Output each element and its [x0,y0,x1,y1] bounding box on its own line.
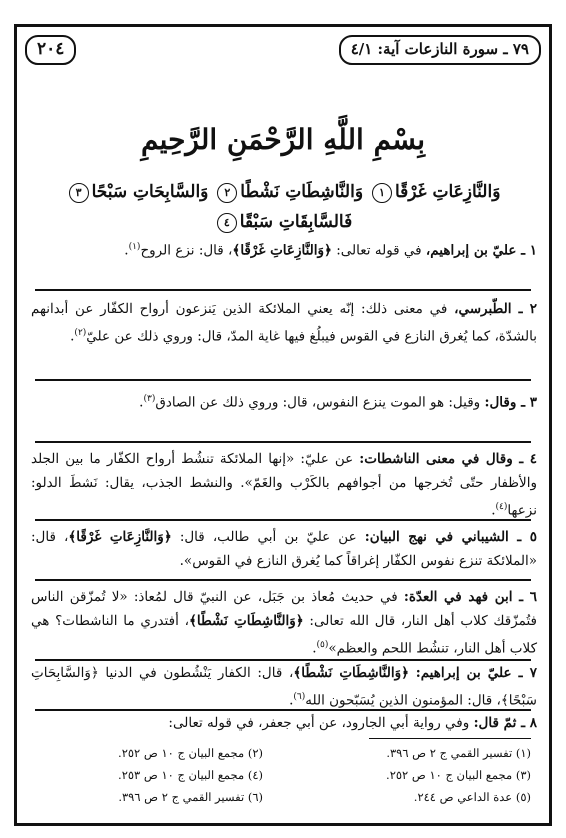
footnote-number: (٤) [247,768,263,782]
verse-text: فَالسَّابِقَاتِ سَبْقًا [239,212,353,232]
entry-lead: ٦ ـ ابن فهد في العدّة: [403,589,537,605]
footnote [303,765,531,785]
quran-verses [33,177,533,237]
footnote-number: (٦) [247,790,263,804]
entry-body: عن عليّ بن أبي طالب، قال: [171,529,365,545]
verse-number-mark: ٣ [69,183,89,203]
footnote [35,787,263,807]
entry-lead: ١ ـ عليّ بن إبراهيم، [425,242,537,259]
entry-lead: ٣ ـ وقال: [484,394,537,411]
section-divider [35,519,531,521]
verse-number-mark: ٤ [217,213,237,233]
footnote-text: عدة الداعي ص ٢٤٤. [413,790,513,804]
footnote [303,787,531,807]
entry-lead: ٥ ـ الشيباني في نهج البيان: [364,529,538,545]
entry-body: وفي رواية أبي الجارود، عن أبي جعفر، في قوله تعالى: [168,715,474,731]
entry-after: . [139,394,144,411]
hadith-entry [31,585,537,661]
entry-after: . [491,502,496,519]
entry-quote: ﴿وَالنَّاشِطَاتِ نَشْطًا﴾ [293,665,410,681]
footnote-text: تفسير القمي ج ٢ ص ٣٩٦. [118,790,245,804]
hadith-entry [31,297,537,349]
entry-quote: ﴿وَالنَّاشِطَاتِ نَشْطًا﴾ [188,613,304,629]
entry-lead: ٢ ـ الطّبرسي، [454,301,537,317]
verse-text: وَالسَّابِحَاتِ سَبْحًا [91,182,209,202]
footnote-text: مجمع البيان ج ١٠ ص ٢٥٢. [118,746,245,760]
hadith-entry [31,387,537,415]
entry-body [409,665,416,681]
entry-quote: ﴿وَالنَّازِعَاتِ غَرْقًا﴾ [68,529,172,545]
entry-after: . [312,640,317,657]
entry-after: . [289,692,294,709]
section-divider [35,379,531,381]
entry-tail: ، قال: «الملائكة تنزع نفوس الكفّار إغراقاً كما يُغرق النازع في القوس». [31,529,537,569]
verse-number-mark: ٢ [217,183,237,203]
entry-tail: ، قال: نزع الروح [140,242,233,259]
entry-lead: ٧ ـ عليّ بن إبراهيم: [415,665,537,681]
entry-lead: ٤ ـ وقال في معنى الناشطات: [359,451,537,467]
footnote-ref: (٣) [143,394,156,404]
section-divider [35,289,531,291]
hadith-entry [31,525,537,573]
section-divider [35,441,531,443]
footnote-ref: (٦) [293,692,306,702]
footnote-ref: (٥) [316,640,329,650]
verse-text: وَالنَّازِعَاتِ غَرْقًا [394,182,501,202]
footnote-ref: (١) [128,242,141,252]
footnote-ref: (٤) [495,502,508,512]
hadith-entry [31,711,537,735]
footnote [35,743,263,763]
entry-after: . [124,242,129,259]
footnote-text: تفسير القمي ج ٢ ص ٣٩٦. [386,746,513,760]
footnote-text: مجمع البيان ج ١٠ ص ٢٥٣. [118,768,245,782]
entry-body: في قوله تعالى: [331,242,426,259]
entry-tail: ، قال: الكفار يَنْشُطون في الدنيا ﴿وَالسَّابِحَاتِ سَبْحًا﴾، قال: المؤمنون الذين يُسَبّحون الله [31,665,537,709]
footnote-number: (١) [515,746,531,760]
book-page [14,24,552,826]
entry-quote: ﴿وَالنَّازِعَاتِ غَرْقًا﴾ [232,242,332,259]
footnote-number: (٣) [515,768,531,782]
section-divider [35,579,531,581]
footnotes [35,743,531,807]
footnote-text: مجمع البيان ج ١٠ ص ٢٥٢. [386,768,513,782]
entry-lead: ٨ ـ ثمّ قال: [473,715,537,731]
footnote-number: (٥) [515,790,531,804]
footnote-number: (٢) [247,746,263,760]
footnote [303,743,531,763]
entry-body: في حديث مُعاذ بن جَبَل، عن النبيّ قال لمُعاذ: «لا تُمزّقن الناس فتُمزّقك كلاب أهل النار، قال الله تعالى: [31,589,537,629]
verse-text: وَالنَّاشِطَاتِ نَشْطًا [240,182,364,202]
footnote-ref: (٢) [74,328,87,338]
page-header [25,35,541,63]
running-title: ٧٩ ـ سورة النازعات آية: ٤/١ [339,35,541,65]
footnote-rule [369,738,531,739]
hadith-entry [31,447,537,523]
verse-number-mark: ١ [372,183,392,203]
entry-tail: ، أفتدري ما الناشطات؟ هي كلاب أهل النار، تنشُط اللحم والعظم» [31,613,537,657]
entry-body: وقيل: هو الموت ينزع النفوس، قال: وروي ذلك عن الصادق [155,394,485,411]
footnote [35,765,263,785]
hadith-entry [31,661,537,713]
entry-body: في معنى ذلك: إنّه يعني الملائكة الذين يَنزعون أرواح الكفّار عن أبدانهم بالشدّة، كما يُغرق النازع في القوس فيبلُغ فيها غاية المدّ، قال: وروي ذلك عن عليّ [31,301,537,345]
basmala: بِسْمِ اللَّهِ الرَّحْمَنِ الرَّحِيمِ [141,123,425,156]
hadith-entry [31,235,537,263]
page-number: ٢٠٤ [25,35,76,65]
entry-body: عن عليّ: «إنها الملائكة تنشُط أرواح الكفّار ما بين الجلد والأظفار حتّى تُخرجها من أجوافهم بالكَرْب والغَمّ». والنشط الجذب، يقال: نَشطَ الدلو: نزعها [31,451,537,519]
entry-after: . [70,328,75,345]
